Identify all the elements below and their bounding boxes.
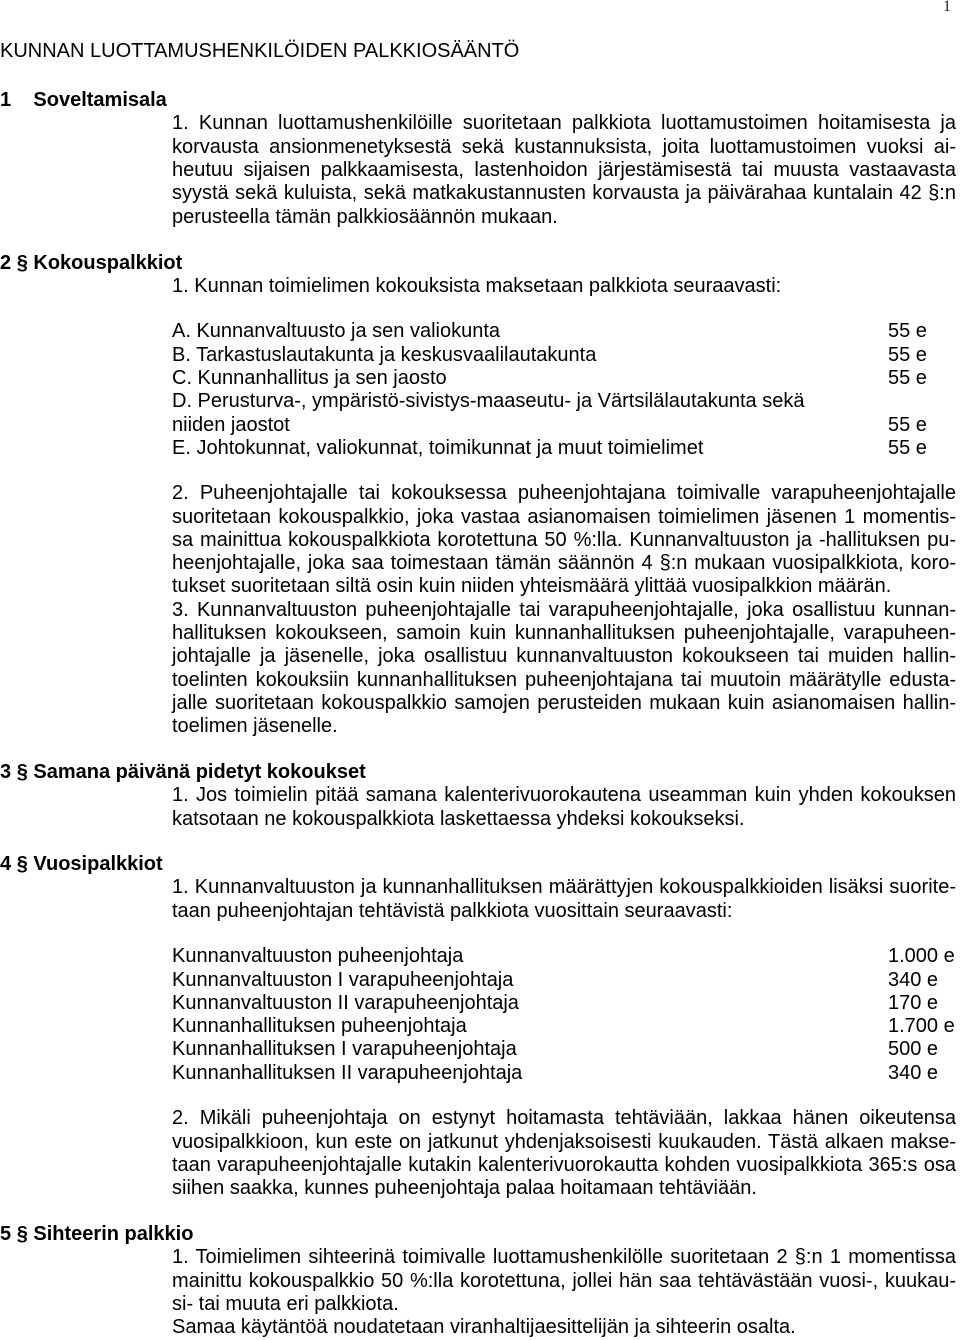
section-1-paragraph-1: [172, 112, 956, 228]
annual-fee-amount: 1.000 e: [888, 945, 955, 968]
text-line: syystä sekä kuluista, sekä matkakustannusten korvausta ja päivärahaa kuntalain 42 §:n: [172, 182, 956, 205]
page-number: 1: [943, 0, 951, 15]
annual-fee-role: Kunnanhallituksen II varapuheenjohtaja: [172, 1061, 523, 1084]
annual-fee-role: Kunnanvaltuuston II varapuheenjohtaja: [172, 991, 519, 1014]
fee-amount: 55 e: [888, 413, 927, 436]
text-line: toelimen jäsenelle.: [172, 715, 338, 738]
text-line: taan puheenjohtajan tehtävistä palkkiota vuosittain seuraavasti:: [172, 899, 733, 922]
fee-label: A. Kunnanvaltuusto ja sen valiokunta: [172, 320, 500, 343]
section-3-paragraph-1: [172, 784, 956, 831]
section-sign: §: [16, 761, 28, 784]
annual-fee-amount: 340 e: [888, 1061, 939, 1084]
section-number: 3: [0, 761, 12, 784]
text-line: vuosipalkkioon, kun este on jatkunut yhdenjaksoisesti kuukauden. Tästä alkaen makse-: [172, 1130, 956, 1153]
text-line: hallituksen kokoukseen, samoin kuin kunnanhallituksen puheenjohtajalle, varapuheen-: [172, 622, 956, 645]
section-5-paragraphs: [172, 1246, 956, 1339]
text-line: 1. Kunnanvaltuuston ja kunnanhallituksen määrättyjen kokouspalkkioiden lisäksi suorite-: [172, 876, 956, 899]
fee-amount: 55 e: [888, 320, 927, 343]
text-line: tukset suoritetaan siltä osin kuin niiden yhteismäärä ylittää vuosipalkkion määrän.: [172, 575, 892, 598]
section-2-paragraph-1: [172, 275, 956, 298]
text-line: suoritetaan kokouspalkkio, joka vastaa asianomaisen toimielimen jäsenen 1 momentis-: [172, 505, 956, 528]
section-4-heading: [0, 853, 520, 876]
text-line: heutuu sijaisen palkkaamisesta, lastenhoidon järjestämisestä tai muusta vastaavasta: [172, 158, 956, 181]
annual-fee-row: [172, 1038, 956, 1061]
text-line: 3. Kunnanvaltuuston puheenjohtajalle tai varapuheenjohtajalle, joka osallistuu kunnan-: [172, 598, 956, 621]
fee-row: [172, 390, 956, 413]
fee-row-continuation: [172, 414, 956, 437]
section-number: 4: [0, 853, 12, 876]
section-sign: §: [16, 853, 28, 876]
annual-fee-amount: 1.700 e: [888, 1015, 955, 1038]
fee-amount: 55 e: [888, 343, 927, 366]
text-line: siihen saakka, kunnes puheenjohtaja palaa hoitamaan tehtäviään.: [172, 1177, 757, 1200]
section-2-heading: [0, 252, 520, 275]
text-line: 1. Jos toimielin pitää samana kalenterivuorokautena useamman kuin yhden kokouksen: [172, 784, 956, 807]
section-2-paragraphs-2-3: [172, 482, 956, 738]
fee-row: [172, 344, 956, 367]
fee-label: E. Johtokunnat, valiokunnat, toimikunnat ja muut toimielimet: [172, 436, 704, 459]
fee-row: [172, 367, 956, 390]
fee-label: D. Perusturva-, ympäristö-sivistys-maaseutu- ja Värtsilälautakunta sekä: [172, 390, 805, 413]
section-title: Samana päivänä pidetyt kokoukset: [33, 761, 366, 784]
section-title: Kokouspalkkiot: [33, 252, 183, 274]
document-title: KUNNAN LUOTTAMUSHENKILÖIDEN PALKKIOSÄÄNTÖ: [0, 40, 520, 62]
fee-label: B. Tarkastuslautakunta ja keskusvaalilautakunta: [172, 343, 597, 366]
text-line: 2. Mikäli puheenjohtaja on estynyt hoitamasta tehtäviään, lakkaa hänen oikeutensa: [172, 1107, 956, 1130]
annual-fee-row: [172, 969, 956, 992]
section-title: Sihteerin palkkio: [33, 1223, 194, 1246]
section-4-paragraph-2: [172, 1107, 956, 1200]
section-sign: §: [16, 252, 28, 274]
text-line: si- tai muuta eri palkkiota.: [172, 1292, 399, 1315]
text-line: sa mainittua kokouspalkkiota korotettuna 50 %:lla. Kunnanvaltuuston ja -hallituksen pu-: [172, 528, 956, 551]
annual-fee-amount: 170 e: [888, 991, 939, 1014]
annual-fee-role: Kunnanvaltuuston puheenjohtaja: [172, 945, 464, 968]
annual-fee-row: [172, 992, 956, 1015]
annual-fee-row: [172, 1062, 956, 1085]
section-number: 2: [0, 252, 12, 274]
text-line: Samaa käytäntöä noudatetaan viranhaltijaesittelijän ja sihteerin osalta.: [172, 1316, 796, 1339]
text-line: taan varapuheenjohtajalle kutakin kalenterivuorokautta kohden vuosipalkkiota 365:s osa: [172, 1153, 956, 1176]
text-line: heenjohtajalle, joka saa toimestaan tämän säännön 4 §:n mukaan vuosipalkkiota, koro-: [172, 552, 956, 575]
text-line: korvausta ansionmenetyksestä sekä kustannuksista, joita luottamustoimen vuoksi ai-: [172, 135, 956, 158]
annual-fee-table: [172, 945, 956, 1085]
annual-fee-amount: 500 e: [888, 1038, 939, 1061]
section-title: Vuosipalkkiot: [33, 853, 163, 876]
annual-fee-row: [172, 1015, 956, 1038]
fee-row: [172, 320, 956, 343]
text-line: 2. Puheenjohtajalle tai kokouksessa puheenjohtajana toimivalle varapuheenjohtajalle: [172, 482, 956, 505]
section-5-heading: [0, 1223, 520, 1246]
fee-label: C. Kunnanhallitus ja sen jaosto: [172, 366, 447, 389]
text-line: 1. Toimielimen sihteerinä toimivalle luottamushenkilölle suoritetaan 2 §:n 1 momentissa: [172, 1246, 956, 1269]
section-4-paragraph-1: [172, 876, 956, 923]
section-1-heading: [0, 89, 520, 112]
section-title: Soveltamisala: [33, 89, 167, 111]
fee-amount: 55 e: [888, 366, 927, 389]
meeting-fee-list: [172, 320, 956, 460]
fee-amount: 55 e: [888, 436, 927, 459]
section-sign: §: [16, 1223, 28, 1246]
annual-fee-amount: 340 e: [888, 968, 939, 991]
text-line: johtajalle ja jäsenelle, joka osallistuu kunnanvaltuuston kokoukseen tai muiden hallin-: [172, 645, 956, 668]
text-line: 1. Kunnan luottamushenkilöille suoritetaan palkkiota luottamustoimen hoitamisesta ja: [172, 112, 956, 135]
annual-fee-role: Kunnanhallituksen I varapuheenjohtaja: [172, 1038, 517, 1061]
section-number: 1: [0, 89, 12, 111]
annual-fee-role: Kunnanvaltuuston I varapuheenjohtaja: [172, 968, 514, 991]
text-line: katsotaan ne kokouspalkkiota laskettaessa yhdeksi kokoukseksi.: [172, 807, 745, 830]
annual-fee-role: Kunnanhallituksen puheenjohtaja: [172, 1015, 467, 1038]
text-line: jalle suoritetaan kokouspalkkio samojen perusteiden mukaan kuin asianomaisen hallin-: [172, 691, 956, 714]
fee-label: niiden jaostot: [172, 413, 290, 436]
text-line: mainittu kokouspalkkio 50 %:lla korotettuna, jollei hän saa tehtävästään vuosi-, kuukau-: [172, 1269, 956, 1292]
section-3-heading: [0, 761, 520, 784]
annual-fee-row: [172, 945, 956, 968]
text-line: 1. Kunnan toimielimen kokouksista maksetaan palkkiota seuraavasti:: [172, 275, 782, 298]
section-number: 5: [0, 1223, 12, 1246]
fee-row: [172, 437, 956, 460]
text-line: perusteella tämän palkkiosäännön mukaan.: [172, 205, 558, 228]
text-line: toelinten kokouksiin kunnanhallituksen puheenjohtajana tai muutoin määrätylle edusta-: [172, 668, 956, 691]
